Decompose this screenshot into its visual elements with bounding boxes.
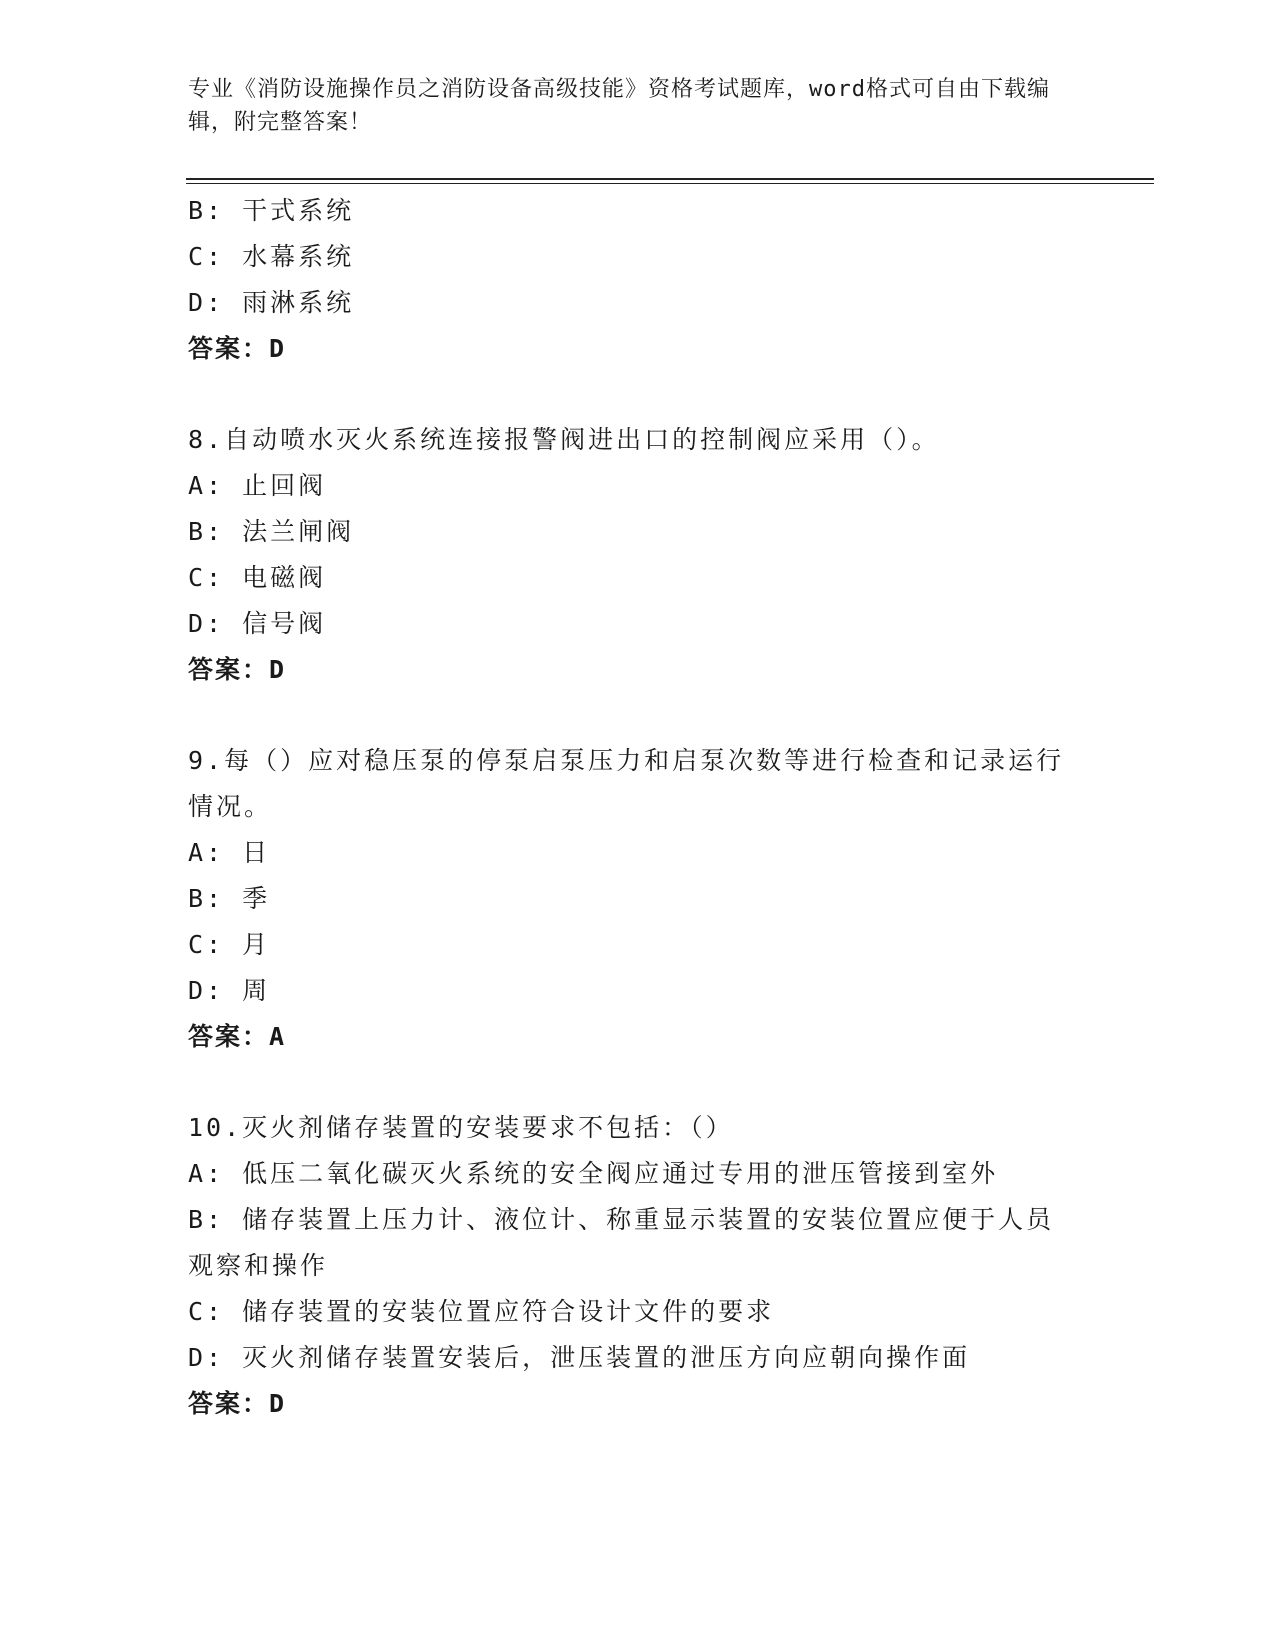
question-block-8 bbox=[188, 417, 1088, 693]
option-c: C: 储存装置的安装位置应符合设计文件的要求 bbox=[188, 1297, 775, 1326]
answer: 答案：D bbox=[188, 334, 287, 363]
option-c: C: 电磁阀 bbox=[188, 563, 327, 592]
question-text: 8.自动喷水灭火系统连接报警阀进出口的控制阀应采用（）。 bbox=[188, 425, 940, 454]
answer: 答案：D bbox=[188, 655, 287, 684]
spacer bbox=[188, 1060, 1088, 1105]
option-d: D: 灭火剂储存装置安装后，泄压装置的泄压方向应朝向操作面 bbox=[188, 1343, 971, 1372]
question-block-7 bbox=[188, 188, 1088, 372]
option-a: A: 日 bbox=[188, 838, 271, 867]
question-text: 10.灭火剂储存装置的安装要求不包括：（） bbox=[188, 1113, 734, 1142]
option-a: A: 止回阀 bbox=[188, 471, 327, 500]
question-text: 9.每（）应对稳压泵的停泵启泵压力和启泵次数等进行检查和记录运行情况。 bbox=[188, 746, 1065, 821]
header-divider bbox=[186, 178, 1154, 184]
option-d: D: 周 bbox=[188, 976, 271, 1005]
question-block-9 bbox=[188, 738, 1088, 1060]
question-block-10 bbox=[188, 1105, 1088, 1427]
answer: 答案：D bbox=[188, 1389, 287, 1418]
document-header bbox=[188, 73, 1068, 139]
answer: 答案：A bbox=[188, 1022, 287, 1051]
option-c: C: 月 bbox=[188, 930, 271, 959]
option-c: C: 水幕系统 bbox=[188, 242, 355, 271]
question-list bbox=[188, 188, 1088, 1427]
option-b: B: 季 bbox=[188, 884, 271, 913]
option-b: B: 储存装置上压力计、液位计、称重显示装置的安装位置应便于人员观察和操作 bbox=[188, 1205, 1055, 1280]
header-text: 专业《消防设施操作员之消防设备高级技能》资格考试题库，word格式可自由下载编辑，附完整答案！ bbox=[188, 77, 1050, 135]
option-a: A: 低压二氧化碳灭火系统的安全阀应通过专用的泄压管接到室外 bbox=[188, 1159, 999, 1188]
spacer bbox=[188, 372, 1088, 417]
option-d: D: 雨淋系统 bbox=[188, 288, 355, 317]
spacer bbox=[188, 693, 1088, 738]
option-b: B: 法兰闸阀 bbox=[188, 517, 355, 546]
option-d: D: 信号阀 bbox=[188, 609, 327, 638]
option-b: B: 干式系统 bbox=[188, 196, 355, 225]
